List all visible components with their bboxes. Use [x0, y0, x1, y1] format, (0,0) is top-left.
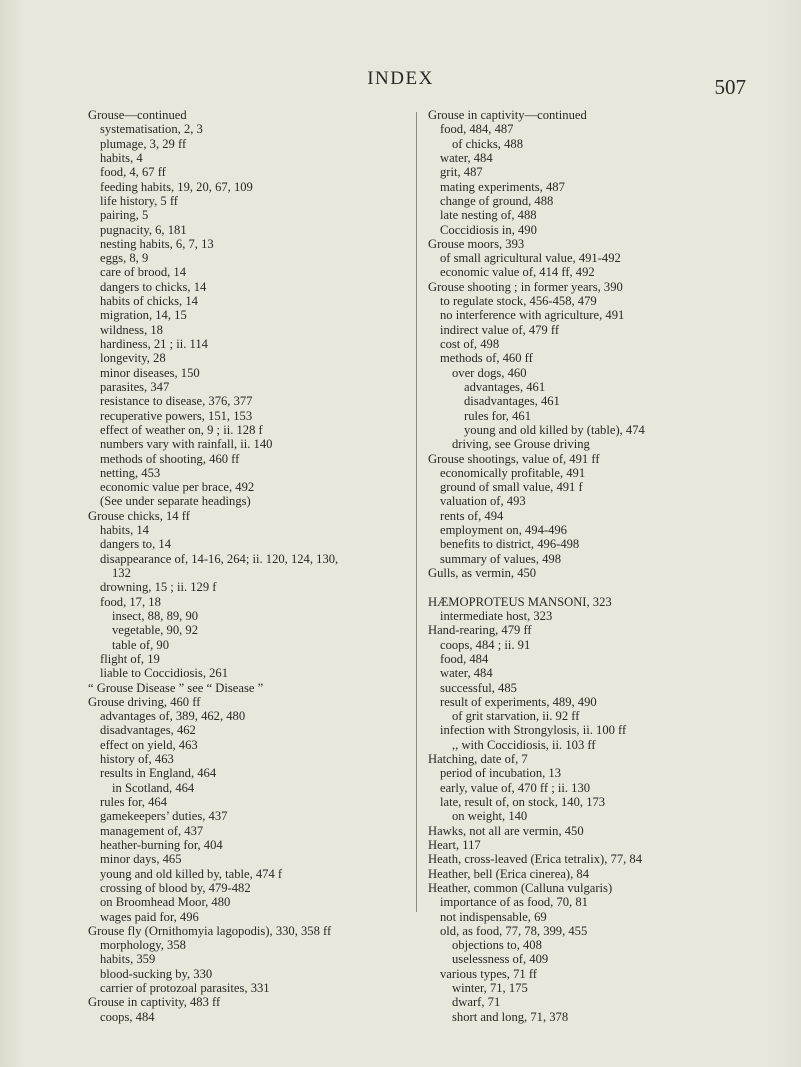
index-entry: Gulls, as vermin, 450 — [428, 566, 537, 580]
index-subentry: parasites, 347 — [100, 379, 170, 394]
index-subentry: heather-burning for, 404 — [100, 837, 223, 852]
index-subentry: longevity, 28 — [100, 351, 166, 366]
index-subentry: management of, 437 — [100, 823, 204, 838]
index-subentry: water, 484 — [440, 150, 493, 165]
index-entry: Grouse—continued — [88, 108, 187, 122]
index-subentry: food, 484, 487 — [440, 122, 514, 137]
index-subentry: liable to Coccidiosis, 261 — [100, 666, 229, 681]
index-entry: “ Grouse Disease ” see “ Disease ” — [88, 680, 264, 695]
index-subentry: disadvantages, 461 — [464, 394, 560, 409]
index-entry: Grouse moors, 393 — [428, 236, 525, 251]
index-subentry: benefits to district, 496-498 — [440, 537, 580, 552]
index-entry: Grouse fly (Ornithomyia lagopodis), 330, 358 ff — [88, 923, 332, 938]
index-subentry: carrier of protozoal parasites, 331 — [100, 981, 270, 996]
index-subentry: result of experiments, 489, 490 — [440, 694, 597, 709]
index-entry: Grouse driving, 460 ff — [88, 694, 201, 709]
index-subentry: effect of weather on, 9 ; ii. 128 f — [100, 422, 263, 437]
index-subentry: nesting habits, 6, 7, 13 — [100, 236, 214, 251]
index-subentry: of chicks, 488 — [452, 136, 523, 151]
index-subentry: period of incubation, 13 — [440, 766, 562, 781]
index-subentry: in Scotland, 464 — [112, 780, 195, 795]
index-subentry: rules for, 464 — [100, 795, 167, 809]
index-subentry: not indispensable, 69 — [440, 909, 547, 924]
index-subentry: wildness, 18 — [100, 322, 163, 337]
index-subentry: uselessness of, 409 — [452, 952, 549, 967]
index-subentry: economic value of, 414 ff, 492 — [440, 265, 595, 280]
index-subentry: habits, 359 — [100, 952, 156, 967]
index-subentry: of small agricultural value, 491-492 — [440, 251, 621, 266]
index-subentry: winter, 71, 175 — [452, 981, 528, 996]
index-subentry: flight of, 19 — [100, 651, 160, 666]
index-subentry: no interference with agriculture, 491 — [440, 308, 625, 323]
index-subentry: economic value per brace, 492 — [100, 480, 255, 495]
index-subentry: disadvantages, 462 — [100, 723, 196, 738]
index-subentry: summary of values, 498 — [440, 551, 562, 566]
index-subentry: wages paid for, 496 — [100, 909, 199, 924]
index-subentry: various types, 71 ff — [440, 966, 538, 981]
index-subentry: employment on, 494-496 — [440, 523, 567, 538]
index-subentry: numbers vary with rainfall, ii. 140 — [100, 437, 273, 452]
index-subentry: mating experiments, 487 — [440, 179, 565, 194]
index-subentry: economically profitable, 491 — [440, 465, 586, 480]
index-subentry: results in England, 464 — [100, 766, 217, 781]
index-subentry: Coccidiosis in, 490 — [440, 222, 537, 237]
index-entry: Hawks, not all are vermin, 450 — [428, 823, 584, 838]
index-subentry: eggs, 8, 9 — [100, 251, 149, 266]
index-subentry: late, result of, on stock, 140, 173 — [440, 795, 606, 809]
index-entry: HÆMOPROTEUS MANSONI, 323 — [428, 594, 612, 609]
index-entry: Heather, common (Calluna vulgaris) — [428, 880, 613, 895]
index-subentry: advantages of, 389, 462, 480 — [100, 709, 246, 724]
index-subentry: rules for, 461 — [464, 408, 531, 423]
index-subentry: feeding habits, 19, 20, 67, 109 — [100, 179, 253, 194]
page-header-title: INDEX — [367, 68, 434, 89]
index-subentry: successful, 485 — [440, 680, 517, 695]
index-entry: Hatching, date of, 7 — [428, 752, 528, 767]
index-entry: Grouse shootings, value of, 491 ff — [428, 451, 600, 466]
index-subentry: history of, 463 — [100, 752, 174, 767]
index-subentry: cost of, 498 — [440, 337, 500, 351]
index-subentry: disappearance of, 14-16, 264; ii. 120, 124, 130, — [100, 551, 339, 566]
index-subentry: coops, 484 — [100, 1009, 155, 1024]
index-subentry: vegetable, 90, 92 — [112, 623, 199, 638]
index-subentry: young and old killed by, table, 474 f — [100, 866, 283, 881]
index-subentry: care of brood, 14 — [100, 265, 187, 280]
index-entry — [428, 580, 773, 594]
index-entry: Grouse shooting ; in former years, 390 — [428, 279, 623, 294]
index-subentry: minor days, 465 — [100, 852, 182, 867]
index-subentry: short and long, 71, 378 — [452, 1009, 569, 1024]
index-subentry: importance of as food, 70, 81 — [440, 895, 588, 910]
index-subentry: coops, 484 ; ii. 91 — [440, 637, 531, 652]
index-subentry: recuperative powers, 151, 153 — [100, 408, 253, 423]
index-subentry: dangers to, 14 — [100, 537, 171, 552]
index-subentry: ,, with Coccidiosis, ii. 103 ff — [452, 737, 596, 752]
index-subentry: blood-sucking by, 330 — [100, 966, 213, 981]
index-subentry: indirect value of, 479 ff — [440, 322, 560, 337]
index-subentry: methods of, 460 ff — [440, 351, 533, 366]
index-subentry: food, 484 — [440, 651, 489, 666]
column-divider — [416, 112, 417, 912]
index-entry: Heart, 117 — [428, 837, 481, 852]
index-column-right — [428, 108, 773, 1024]
index-subentry: pugnacity, 6, 181 — [100, 222, 187, 237]
index-subentry: morphology, 358 — [100, 938, 186, 953]
index-subentry: late nesting of, 488 — [440, 208, 537, 223]
index-subentry: dangers to chicks, 14 — [100, 279, 207, 294]
index-subentry: objections to, 408 — [452, 938, 542, 953]
index-subentry: old, as food, 77, 78, 399, 455 — [440, 923, 588, 938]
index-subentry: early, value of, 470 ff ; ii. 130 — [440, 780, 591, 795]
index-subentry: life history, 5 ff — [100, 193, 178, 208]
index-subentry: habits of chicks, 14 — [100, 294, 198, 309]
page-number: 507 — [714, 75, 746, 99]
index-subentry: (See under separate headings) — [100, 494, 251, 509]
index-entry: Grouse chicks, 14 ff — [88, 508, 190, 523]
index-subentry: systematisation, 2, 3 — [100, 122, 203, 137]
index-entry: Heather, bell (Erica cinerea), 84 — [428, 866, 590, 881]
index-subentry: driving, see Grouse driving — [452, 437, 590, 452]
index-subentry: 132 — [112, 566, 131, 580]
index-subentry: drowning, 15 ; ii. 129 f — [100, 580, 217, 595]
index-subentry: minor diseases, 150 — [100, 365, 200, 380]
index-subentry: habits, 14 — [100, 523, 149, 538]
index-subentry: hardiness, 21 ; ii. 114 — [100, 337, 208, 351]
index-subentry: food, 17, 18 — [100, 594, 161, 609]
index-subentry: water, 484 — [440, 666, 493, 681]
index-subentry: effect on yield, 463 — [100, 737, 198, 752]
index-subentry: grit, 487 — [440, 165, 483, 180]
index-subentry: valuation of, 493 — [440, 494, 526, 509]
index-subentry: ground of small value, 491 f — [440, 480, 583, 495]
index-subentry: pairing, 5 — [100, 208, 149, 223]
index-subentry: over dogs, 460 — [452, 365, 527, 380]
index-subentry: table of, 90 — [112, 637, 170, 652]
index-subentry: food, 4, 67 ff — [100, 165, 166, 180]
index-entry: Heath, cross-leaved (Erica tetralix), 77, 84 — [428, 852, 643, 867]
index-subentry: change of ground, 488 — [440, 193, 554, 208]
index-entry: Grouse in captivity, 483 ff — [88, 995, 221, 1010]
index-subentry: rents of, 494 — [440, 508, 504, 523]
index-subentry: methods of shooting, 460 ff — [100, 451, 240, 466]
index-subentry: habits, 4 — [100, 150, 143, 165]
index-subentry: plumage, 3, 29 ff — [100, 136, 187, 151]
index-subentry: infection with Strongylosis, ii. 100 ff — [440, 723, 627, 738]
index-subentry: of grit starvation, ii. 92 ff — [452, 709, 580, 724]
index-subentry: resistance to disease, 376, 377 — [100, 394, 253, 409]
index-subentry: gamekeepers’ duties, 437 — [100, 809, 228, 824]
index-subentry: to regulate stock, 456-458, 479 — [440, 294, 597, 309]
index-subentry: dwarf, 71 — [452, 995, 501, 1010]
index-subentry: insect, 88, 89, 90 — [112, 608, 199, 623]
index-subentry: on Broomhead Moor, 480 — [100, 895, 231, 910]
index-entry: Hand-rearing, 479 ff — [428, 623, 532, 638]
index-subentry: advantages, 461 — [464, 379, 546, 394]
index-subentry: young and old killed by (table), 474 — [464, 422, 645, 437]
index-subentry: intermediate host, 323 — [440, 608, 553, 623]
index-subentry: netting, 453 — [100, 465, 161, 480]
index-column-left — [88, 108, 413, 1024]
index-subentry: on weight, 140 — [452, 809, 528, 824]
index-subentry: migration, 14, 15 — [100, 308, 187, 323]
index-subentry: crossing of blood by, 479-482 — [100, 880, 251, 895]
index-entry: Grouse in captivity—continued — [428, 108, 587, 122]
